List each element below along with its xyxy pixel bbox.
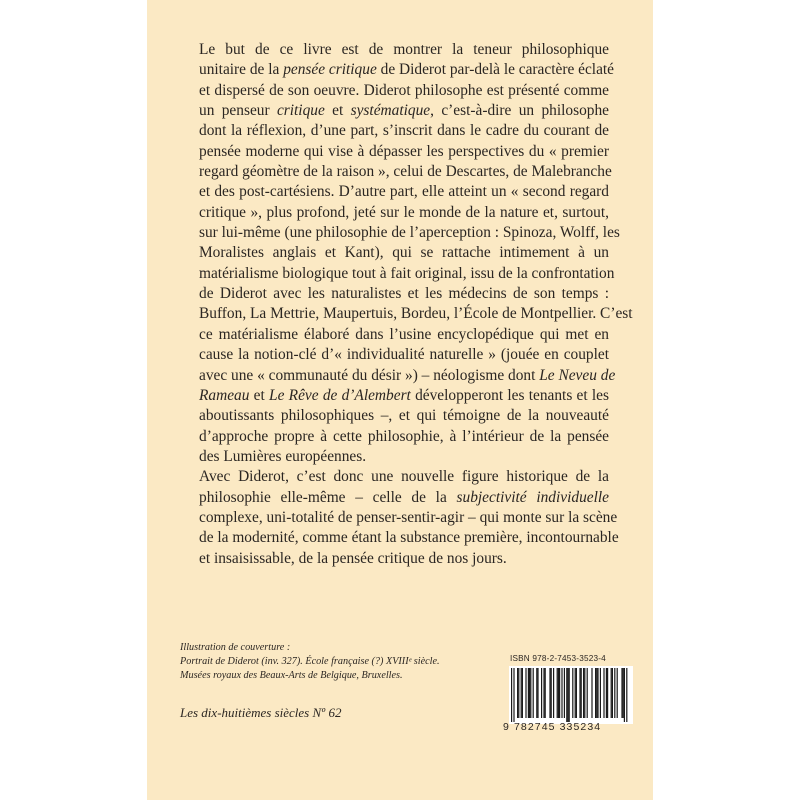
blurb-line: Buffon, La Mettrie, Maupertuis, Bordeu, l’École de Montpellier. C’est bbox=[199, 305, 633, 323]
blurb-line: et insaisissable, de la pensée critique de nos jours. bbox=[199, 549, 507, 567]
blurb-line: Moralistes anglais et Kant), qui se rattache intimement à un bbox=[199, 244, 609, 262]
blurb-line: avec une « communauté du désir ») – néologisme dont Le Neveu de bbox=[199, 366, 616, 384]
blurb-line: philosophie elle-même – celle de la subjectivité individuelle bbox=[199, 488, 609, 506]
credit-museum: Musées royaux des Beaux-Arts de Belgique, Bruxelles. bbox=[180, 670, 403, 682]
blurb-line: Le but de ce livre est de montrer la teneur philosophique bbox=[199, 41, 609, 58]
credit-heading: Illustration de couverture : bbox=[180, 642, 291, 653]
blurb-line: d’approche propre à cette philosophie, à l’intérieur de la pensée bbox=[199, 427, 609, 445]
blurb-line: dont la réflexion, d’une part, s’inscrit dans le cadre du courant de bbox=[199, 122, 609, 140]
barcode-digits: 9 782745 335234 bbox=[503, 721, 602, 733]
blurb-line: complexe, uni-totalité de penser-sentir-agir – qui monte sur la scène bbox=[199, 508, 618, 526]
blurb-line: unitaire de la pensée critique de Diderot par-delà le caractère éclaté bbox=[199, 61, 615, 79]
isbn-label: ISBN 978-2-7453-3523-4 bbox=[510, 654, 606, 663]
credit-painting: Portrait de Diderot (inv. 327). École française (?) XVIIIᵉ siècle. bbox=[180, 656, 440, 668]
blurb-line: critique », plus profond, jeté sur le monde de la nature et, surtout, bbox=[199, 203, 609, 221]
blurb-text bbox=[199, 40, 633, 569]
blurb-paragraph-2 bbox=[199, 467, 619, 569]
blurb-line: un penseur critique et systématique, c’est-à-dire un philosophe bbox=[199, 102, 609, 120]
blurb-line: pensée moderne qui vise à dépasser les perspectives du « premier bbox=[199, 142, 609, 160]
blurb-paragraph-1 bbox=[199, 40, 633, 467]
blurb-line: matérialisme biologique tout à fait original, issu de la confrontation bbox=[199, 264, 615, 282]
blurb-line: et dispersé de son oeuvre. Diderot philosophe est présenté comme bbox=[199, 81, 609, 99]
blurb-line: Avec Diderot, c’est donc une nouvelle figure historique de la bbox=[199, 468, 609, 486]
blurb-line: sur lui-même (une philosophie de l’aperception : Spinoza, Wolff, les bbox=[199, 224, 620, 242]
cover-illustration-credit bbox=[180, 641, 480, 684]
blurb-line: ce matérialisme élaboré dans l’usine encyclopédique qui met en bbox=[199, 325, 609, 343]
blurb-line: regard géomètre de la raison », celui de Descartes, de Malebranche bbox=[199, 163, 612, 181]
blurb-line: aboutissants philosophiques –, et qui témoigne de la nouveauté bbox=[199, 407, 609, 425]
blurb-line: de Diderot avec les naturalistes et les médecins de son temps : bbox=[199, 285, 609, 303]
blurb-line: et des post-cartésiens. D’autre part, elle atteint un « second regard bbox=[199, 183, 609, 201]
barcode-image bbox=[509, 666, 633, 724]
blurb-line: des Lumières européennes. bbox=[199, 447, 367, 465]
blurb-line: cause la notion-clé d’« individualité naturelle » (jouée en couplet bbox=[199, 346, 609, 364]
blurb-line: Rameau et Le Rêve de d’Alembert développeront les tenants et les bbox=[199, 386, 610, 404]
series-title: Les dix-huitièmes siècles Nº 62 bbox=[180, 705, 342, 720]
blurb-line: de la modernité, comme étant la substance première, incontournable bbox=[199, 529, 619, 547]
